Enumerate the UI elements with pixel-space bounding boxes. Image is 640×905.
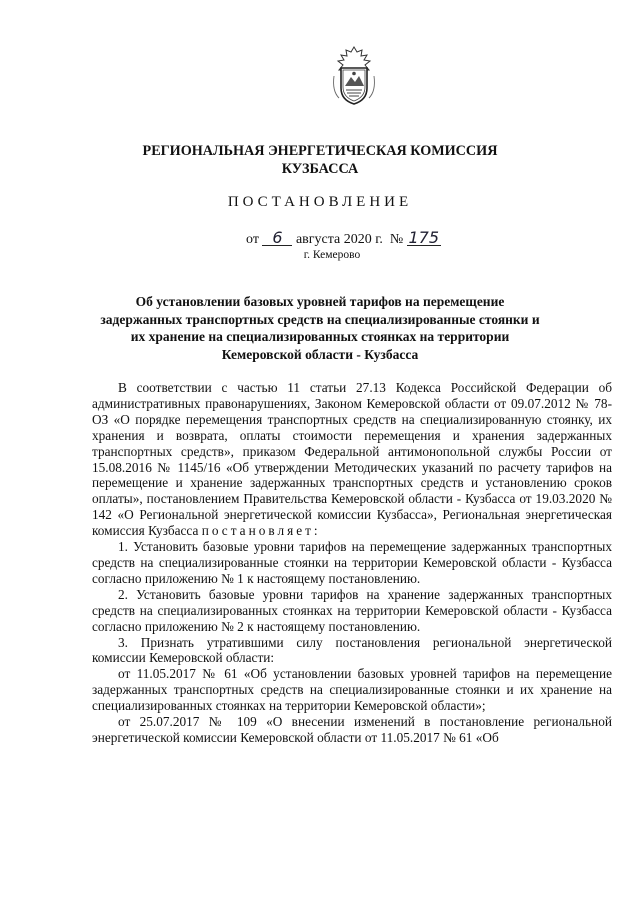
date-prefix: от	[246, 232, 259, 247]
date-month-year: августа 2020 г.	[295, 232, 383, 247]
document-title: Об установлении базовых уровней тарифов на перемещение задержанных транспортных средств на специализированные стоянки и их хранение на специализированных стоянках на территории Кемеровской области - Кузбасса	[100, 294, 540, 362]
item-1: 1. Установить базовые уровни тарифов на перемещение задержанных транспортных средств на специализированные стоянки на территории Кемеровской области - Кузбасса согласно приложению № 1 к настоящему постановлению.	[92, 539, 612, 586]
item-2: 2. Установить базовые уровни тарифов на хранение задержанных транспортных средств на специализированных стоянках на территории Кемеровской области - Кузбасса согласно приложению № 2 к настоящему постановлению.	[92, 586, 612, 634]
document-type: ПОСТАНОВЛЕНИЕ	[227, 194, 413, 210]
document-number-handwritten: 175	[408, 228, 440, 247]
preamble-text: В соответствии с частью 11 статьи 27.13 Кодекса Российской Федерации об административных правонарушениях, Законом Кемеровской области от 09.07.2012 № 78-ОЗ «О порядке перемещения транспортных средств на специализированную стоянку, их хранения и возврата, оплаты стоимости перемещения и хранения задержанных транспортных средств», приказом Федеральной антимонопольной службы России от 15.08.2016 № 1145/16 «Об утверждении Методических указаний по расчету тарифов на перемещение и хранение задержанных транспортных средств и установлению сроков оплаты», постановлением Правительства Кемеровской области - Кузбасса от 19.03.2020 № 142 «О Региональной энергетической комиссии Кузбасса», Региональная энергетическая комиссия Кузбасса	[92, 380, 612, 539]
item-3: 3. Признать утратившими силу постановления региональной энергетической комиссии Кемеровской области:	[92, 634, 612, 666]
document-body	[92, 380, 612, 746]
preamble-paragraph	[92, 380, 612, 539]
item-3-repealed-a: от 11.05.2017 № 61 «Об установлении базовых уровней тарифов на перемещение задержанных транспортных средств на специализированные стоянки и их хранение на специализированных стоянках на территории Кемеровской области»;	[92, 666, 612, 714]
item-3-repealed-b: от 25.07.2017 № 109 «О внесении изменений в постановление региональной энергетической комиссии Кемеровской области от 11.05.2017 № 61 «Об	[92, 714, 612, 745]
date-line	[246, 228, 441, 248]
number-sign: №	[389, 232, 404, 247]
date-day-handwritten: 6	[262, 231, 292, 246]
organization-name: РЕГИОНАЛЬНАЯ ЭНЕРГЕТИЧЕСКАЯ КОМИССИЯ	[142, 143, 498, 159]
city: г. Кемерово	[303, 249, 361, 261]
organization-name-region: КУЗБАССА	[281, 161, 359, 177]
coat-of-arms-icon	[329, 46, 379, 106]
resolves-word: постановляет:	[201, 523, 321, 539]
